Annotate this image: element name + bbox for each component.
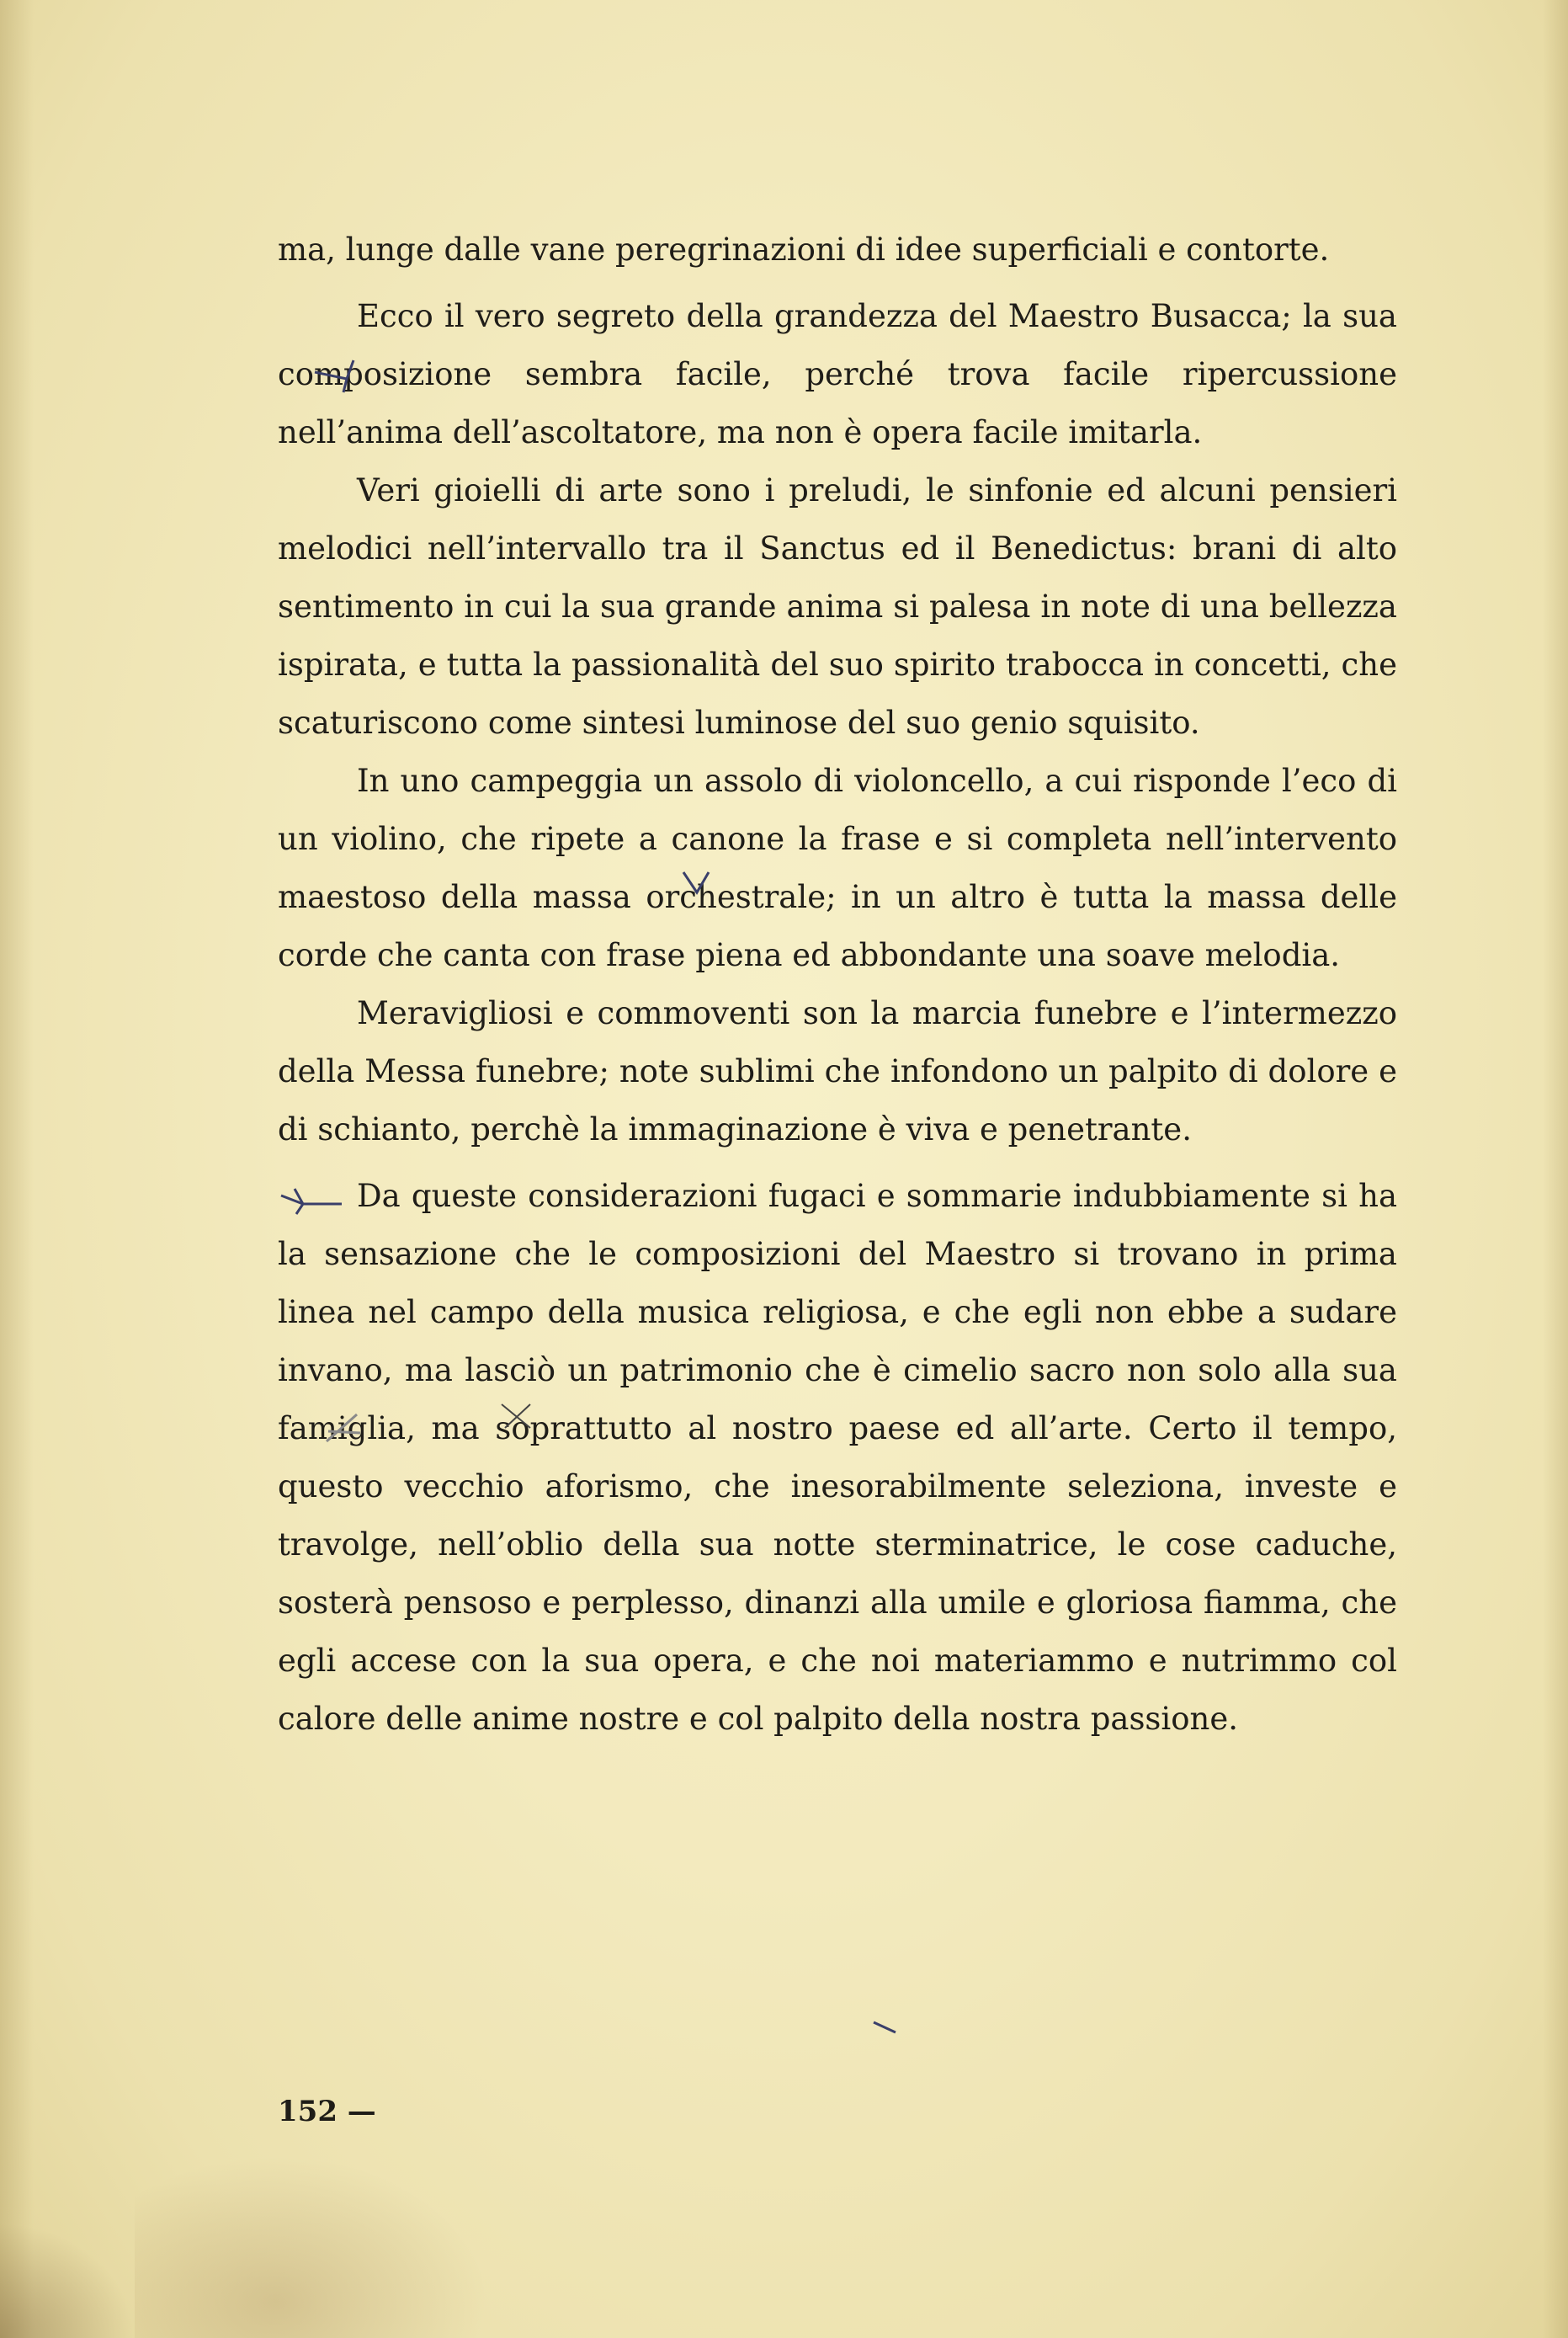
paragraph-4: In uno campeggia un assolo di violoncello, a cui risponde l’eco di un violino, che ripete a canone la frase e si completa nell’intervento maestoso della massa orchestrale; in un altro è tutta la massa delle corde che canta con frase piena ed abbondante una soave melodia. [278,763,1397,973]
paper-stain [135,2155,488,2338]
body-text [278,221,1397,1748]
paper-edge-shadow-left [0,0,34,2338]
paragraph-2: Ecco il vero segreto della grandezza del Maestro Busacca; la sua composizione sembra facile, perché trova facile ripercussione nell’anima dell’ascoltatore, ma non è opera facile imitarla. [278,298,1397,450]
paper-corner-stain [0,2223,135,2338]
paper-edge-shadow-right [1543,0,1568,2338]
pencil-comma-mark [870,2014,904,2039]
paragraph-3: Veri gioielli di arte sono i preludi, le sinfonie ed alcuni pensieri melodici nell’intervallo tra il Sanctus ed il Benedictus: brani di alto sentimento in cui la sua grande anima si palesa in note di una bellezza ispirata, e tutta la passionalità del suo spirito trabocca in concetti, che scaturiscono come sintesi luminose del suo genio squisito. [278,472,1397,741]
paragraph-6: Da queste considerazioni fugaci e sommarie indubbiamente si ha la sensazione che le composizioni del Maestro si trovano in prima linea nel campo della musica religiosa, e che egli non ebbe a sudare invano, ma lasciò un patrimonio che è cimelio sacro non solo alla sua famiglia, ma soprattutto al nostro paese ed all’arte. Certo il tempo, questo vecchio aforismo, che inesorabilmente seleziona, investe e travolge, nell’oblio della sua notte sterminatrice, le cose caduche, sosterà pensoso e perplesso, dinanzi alla umile e gloriosa fiamma, che egli accese con la sua opera, e che noi materiammo e nutrimmo col calore delle anime nostre e col palpito della nostra passione. [278,1178,1397,1737]
page-number: 152 — [278,2095,376,2128]
paragraph-5: Meravigliosi e commoventi son la marcia funebre e l’intermezzo della Messa funebre; note sublimi che infondono un palpito di dolore e di schianto, perchè la immaginazione è viva e penetrante. [278,995,1397,1148]
paragraph-1: ma, lunge dalle vane peregrinazioni di idee superficiali e contorte. [278,232,1330,268]
